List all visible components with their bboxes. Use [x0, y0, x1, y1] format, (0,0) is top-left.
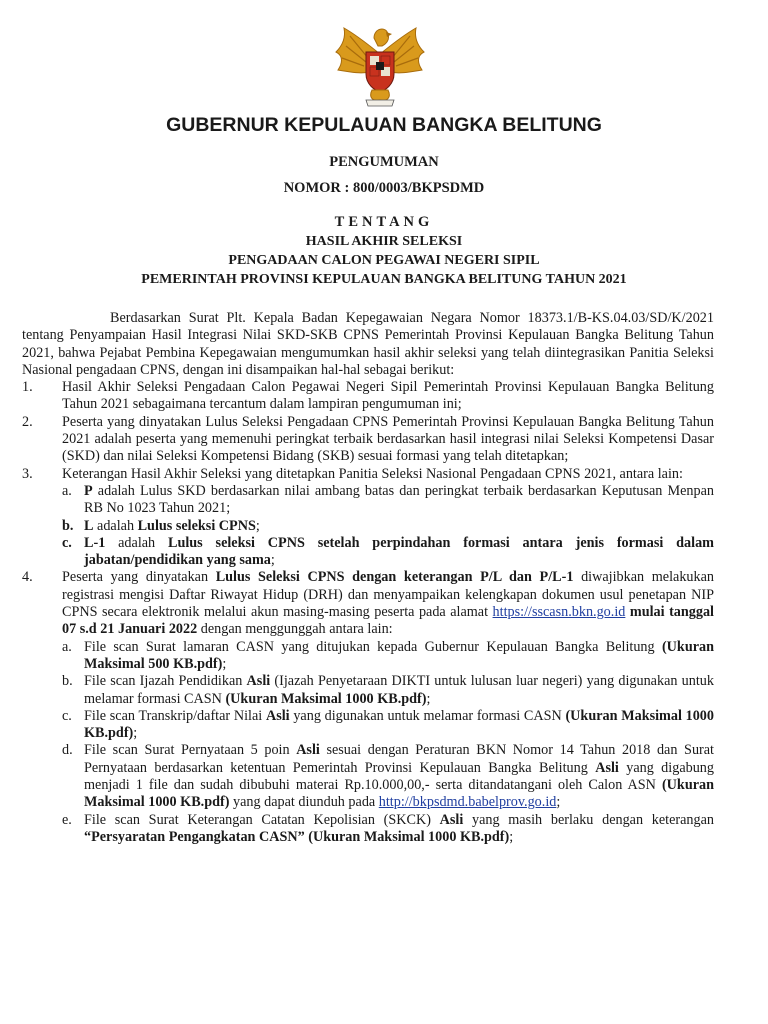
bold-run: Asli	[296, 742, 320, 759]
bold-run: Asli	[439, 811, 464, 828]
size-limit: (Ukuran Maksimal 500 KB.pdf)	[84, 638, 714, 672]
bkpsdmd-link[interactable]: http://bkpsdmd.babelprov.go.id	[378, 794, 557, 811]
list-text	[62, 569, 714, 638]
text-run: yang dapat diunduh pada	[229, 794, 379, 811]
list-number: 4.	[22, 569, 33, 586]
list-text: Hasil Akhir Seleksi Pengadaan Calon Pegawai Negeri Sipil Pemerintah Provinsi Kepulauan Bangka Belitung Tahun 2021 sebagaimana tercantum dalam lampiran pengumuman ini;	[62, 379, 714, 413]
text-run: yang digunakan untuk melamar formasi CASN	[289, 707, 566, 724]
bold-run: Lulus Seleksi CPNS dengan keterangan P/L dan P/L-1	[215, 569, 574, 586]
sub-label: b.	[62, 517, 74, 534]
text-run: Peserta yang dinyatakan	[62, 569, 216, 586]
list-number: 3.	[22, 465, 33, 482]
announcement-number: NOMOR : 800/0003/BKPSDMD	[283, 180, 485, 196]
list-number: 2.	[22, 413, 33, 430]
bold-run: Asli	[595, 759, 619, 776]
intro-paragraph: Berdasarkan Surat Plt. Kepala Badan Kepegawaian Negara Nomor 18373.1/B-KS.04.03/SD/K/2021 tentang Penyampaian Hasil Integrasi Nilai SKD-SKB CPNS Pemerintah Provinsi Kepulauan Bangka Belitung Tahun 2021, bahwa Pejabat Pembina Kepegawaian mengumumkan hasil akhir seleksi yang telah diintegrasikan Panitia Seleksi Nasional pengadaan CPNS, dengan ini disampaikan hal-hal sebagai berikut:	[22, 310, 714, 378]
list-number: 1.	[22, 379, 33, 396]
code-l: L	[84, 517, 94, 534]
sub-label: b.	[62, 673, 73, 690]
bold-run: Asli	[265, 707, 290, 724]
sub-punct: ;	[556, 794, 561, 811]
sub-label: c.	[62, 707, 72, 724]
sub-text: adalah	[105, 534, 168, 551]
sub-bold-text: Lulus seleksi CPNS	[137, 517, 256, 534]
sub-label: c.	[62, 534, 72, 551]
sub-text: adalah Lulus SKD berdasarkan nilai ambang batas dan peringkat terbaik berdasarkan Keputusan Menpan RB No 1023 Tahun 2021;	[84, 482, 714, 517]
text-run: File scan Transkrip/daftar Nilai	[84, 707, 266, 724]
sub-text: adalah	[93, 517, 138, 534]
text-run: File scan Surat Pernyataan 5 poin	[84, 742, 297, 759]
list-item-3	[22, 466, 714, 570]
list-item-4	[22, 569, 714, 846]
text-run: diwajibkan melakukan registrasi mengisi Daftar Riwayat Hidup (DRH) dan menyampaikan kelengkapan dokumen usul penetapan NIP CPNS secara elektronik melalui akun masing-masing peserta pada alamat	[62, 569, 715, 621]
text-run: yang masih berlaku dengan keterangan	[463, 811, 714, 828]
list-text: Peserta yang dinyatakan Lulus Seleksi Pengadaan CPNS Pemerintah Provinsi Kepulauan Bangka Belitung Tahun 2021 adalah peserta yang memenuhi peringkat terbaik berdasarkan hasil integrasi nilai Seleksi Kompetensi Dasar (SKD) dan nilai Seleksi Kompetensi Bidang (SKB) sesuai formasi yang telah ditetapkan;	[62, 413, 714, 465]
size-limit: (Ukuran Maksimal 1000 KB.pdf)	[84, 707, 714, 742]
sscasn-link[interactable]: https://sscasn.bkn.go.id	[492, 604, 626, 621]
sub-punct: ;	[133, 725, 138, 742]
title-line-1: HASIL AKHIR SELEKSI	[305, 234, 463, 249]
code-l1: L-1	[84, 534, 106, 551]
sub-item-4b	[62, 673, 714, 708]
sub-punct: ;	[222, 655, 227, 672]
code-p: P	[84, 482, 93, 499]
sub-punct: ;	[426, 690, 431, 707]
sub-item-3a	[62, 483, 714, 518]
sub-item-4a	[62, 639, 714, 674]
sub-item-4e	[62, 812, 714, 847]
text-run: File scan Ijazah Pendidikan	[84, 673, 247, 690]
sub-punct: ;	[270, 552, 275, 569]
document-body	[22, 310, 714, 846]
text-run: File scan Surat Keterangan Catatan Kepolisian (SKCK)	[84, 811, 440, 828]
list-text: Keterangan Hasil Akhir Seleksi yang ditetapkan Panitia Seleksi Nasional Pengadaan CPNS 2021, antara lain:	[62, 465, 683, 482]
announcement-heading: PENGUMUMAN	[329, 154, 439, 170]
sub-label: a.	[62, 482, 72, 499]
text-run: (Ijazah Penyetaraan DIKTI untuk lulusan luar negeri) yang digunakan untuk melamar formasi CASN	[84, 673, 714, 707]
title-line-2: PENGADAAN CALON PEGAWAI NEGERI SIPIL	[228, 253, 540, 268]
sub-punct: ;	[255, 517, 260, 534]
size-limit: (Ukuran Maksimal 1000 KB.pdf)	[84, 777, 714, 811]
sub-item-4d	[62, 742, 714, 811]
sub-item-3b	[62, 518, 714, 535]
governor-title: GUBERNUR KEPULAUAN BANGKA BELITUNG	[166, 114, 602, 136]
size-limit: “Persyaratan Pengangkatan CASN” (Ukuran Maksimal 1000 KB.pdf)	[84, 828, 510, 845]
sub-item-4c	[62, 708, 714, 743]
sub-item-3c	[62, 535, 714, 570]
sub-label: e.	[62, 811, 72, 828]
list-item-1	[22, 379, 714, 414]
text-run: dengan menggunggah antara lain:	[197, 621, 393, 638]
text-run: yang digabung menjadi 1 file dan sudah dibubuhi materai Rp.10.000,00,- serta ditandatangani oleh Calon ASN	[84, 759, 714, 794]
registration-dates: mulai tanggal 07 s.d 21 Januari 2022	[62, 604, 714, 638]
size-limit: (Ukuran Maksimal 1000 KB.pdf)	[225, 690, 427, 707]
sub-label: a.	[62, 638, 72, 655]
sub-punct: ;	[509, 828, 514, 845]
sub-bold-text: Lulus seleksi CPNS setelah perpindahan formasi antara jenis formasi dalam jabatan/pendidikan yang sama	[84, 534, 714, 569]
text-run: File scan Surat lamaran CASN yang ditujukan kepada Gubernur Kepulauan Bangka Belitung	[84, 638, 662, 655]
title-line-3: PEMERINTAH PROVINSI KEPULAUAN BANGKA BELITUNG TAHUN 2021	[141, 272, 627, 287]
about-heading: TENTANG	[334, 214, 434, 230]
bold-run: Asli	[246, 673, 271, 690]
list-item-2	[22, 414, 714, 466]
sub-label: d.	[62, 742, 73, 759]
garuda-emblem-icon	[330, 16, 430, 112]
text-run: sesuai dengan Peraturan BKN Nomor 14 Tahun 2018 dan Surat Pernyataan berdasarkan ketentuan Pemerintah Provinsi Kepulauan Bangka Belitung	[84, 742, 714, 776]
